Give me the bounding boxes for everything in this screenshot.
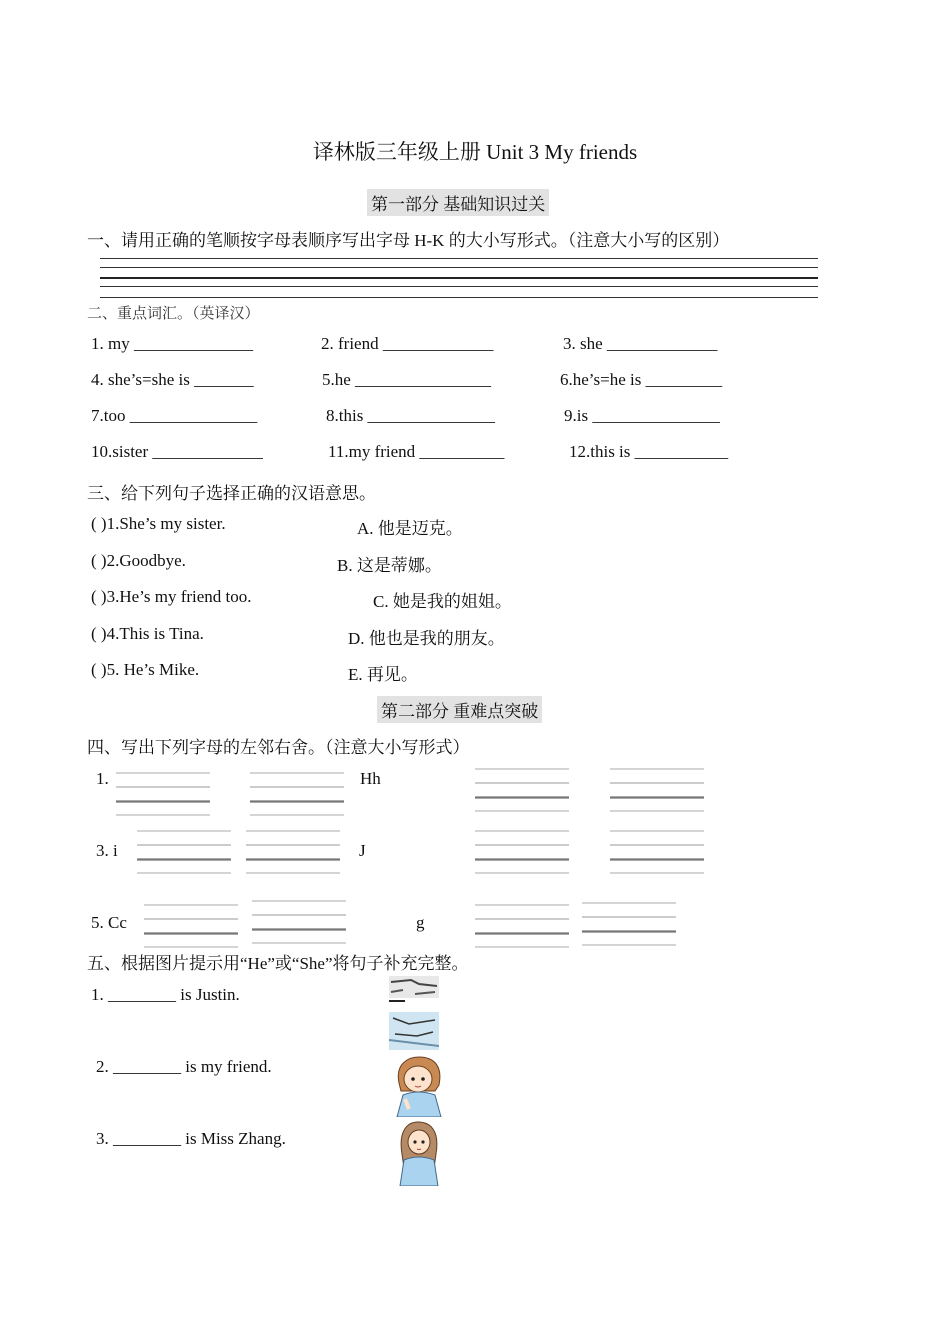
question-1: 一、请用正确的笔顺按字母表顺序写出字母 H-K 的大小写形式。（注意大小写的区别） xyxy=(87,231,730,250)
part1-heading: 第一部分 基础知识过关 xyxy=(367,189,549,216)
writing-line xyxy=(100,297,818,298)
woman-picture xyxy=(396,1120,442,1186)
vocab-item: 4. she’s=she is _______ xyxy=(91,370,254,389)
writing-line xyxy=(100,267,818,268)
four-line-grid xyxy=(582,902,676,950)
four-line-grid xyxy=(116,772,210,820)
fill-sentence: 3. ________ is Miss Zhang. xyxy=(96,1129,286,1148)
fill-sentence: 1. ________ is Justin. xyxy=(91,985,240,1004)
letter-label: g xyxy=(416,913,425,932)
vocab-item: 2. friend _____________ xyxy=(321,334,494,353)
four-line-grid xyxy=(475,904,569,952)
vocab-item: 10.sister _____________ xyxy=(91,442,263,461)
fill-sentence: 2. ________ is my friend. xyxy=(96,1057,272,1076)
four-line-grid xyxy=(144,904,238,952)
match-right: B. 这是蒂娜。 xyxy=(337,556,442,575)
four-line-grid xyxy=(137,830,231,878)
question-5: 五、根据图片提示用“He”或“She”将句子补充完整。 xyxy=(87,954,469,973)
letter-label: 3. i xyxy=(96,841,118,860)
four-line-grid xyxy=(475,830,569,878)
match-left: ( )3.He’s my friend too. xyxy=(91,587,252,606)
match-left: ( )1.She’s my sister. xyxy=(91,514,226,533)
vocab-item: 11.my friend __________ xyxy=(328,442,505,461)
match-left: ( )4.This is Tina. xyxy=(91,624,204,643)
question-4: 四、写出下列字母的左邻右舍。（注意大小写形式） xyxy=(87,738,470,757)
vocab-item: 9.is _______________ xyxy=(564,406,720,425)
letter-label: 1. xyxy=(96,769,109,788)
four-line-grid xyxy=(246,830,340,878)
match-right: D. 他也是我的朋友。 xyxy=(348,629,505,648)
writing-line xyxy=(100,286,818,287)
girl-picture xyxy=(389,1055,447,1117)
match-right: E. 再见。 xyxy=(348,665,418,684)
question-2: 二、重点词汇。（英译汉） xyxy=(87,306,260,322)
four-line-grid xyxy=(252,900,346,948)
match-left: ( )5. He’s Mike. xyxy=(91,660,200,679)
letter-label: Hh xyxy=(360,769,381,788)
boy-picture xyxy=(389,976,439,1050)
vocab-item: 8.this _______________ xyxy=(326,406,496,425)
part2-heading: 第二部分 重难点突破 xyxy=(377,696,542,723)
vocab-item: 3. she _____________ xyxy=(563,334,718,353)
four-line-grid xyxy=(475,768,569,816)
match-left: ( )2.Goodbye. xyxy=(91,551,186,570)
four-line-grid xyxy=(610,830,704,878)
vocab-item: 6.he’s=he is _________ xyxy=(560,370,723,389)
vocab-item: 7.too _______________ xyxy=(91,406,258,425)
question-3: 三、给下列句子选择正确的汉语意思。 xyxy=(87,484,376,503)
writing-line xyxy=(100,258,818,259)
four-line-grid xyxy=(250,772,344,820)
vocab-item: 12.this is ___________ xyxy=(569,442,729,461)
vocab-item: 5.he ________________ xyxy=(322,370,492,389)
letter-label: J xyxy=(359,841,366,860)
vocab-item: 1. my ______________ xyxy=(91,334,253,353)
match-right: C. 她是我的姐姐。 xyxy=(373,592,512,611)
page-title: 译林版三年级上册 Unit 3 My friends xyxy=(312,140,638,164)
four-line-grid xyxy=(610,768,704,816)
writing-line xyxy=(100,277,818,279)
match-right: A. 他是迈克。 xyxy=(357,519,463,538)
letter-label: 5. Cc xyxy=(91,913,127,932)
